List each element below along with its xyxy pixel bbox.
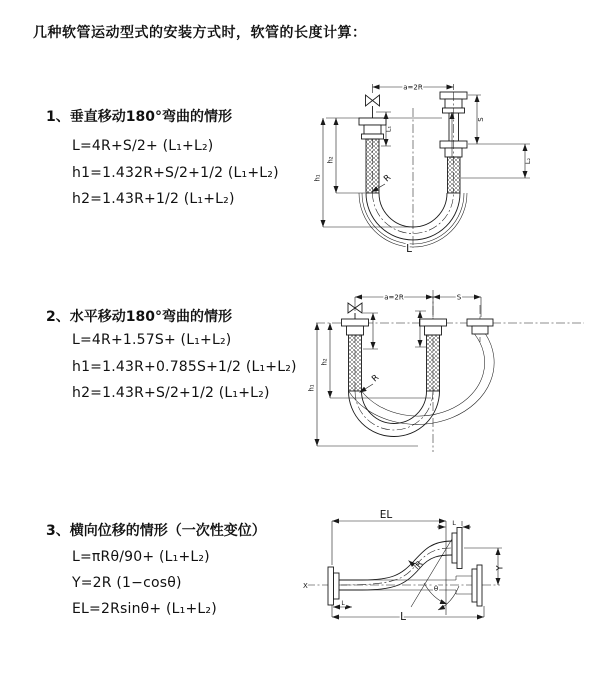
- d3-theta-label: θ: [433, 585, 439, 593]
- d1-dim-a2r-label: a=2R: [403, 83, 423, 92]
- d3-l-bottom-label: L: [400, 611, 406, 623]
- d1-dimension-h2: [327, 118, 366, 193]
- d3-original-position-pipe: [362, 565, 482, 606]
- d1-l1-label: L₁: [384, 125, 393, 133]
- d2-middle-braided-hose: [427, 335, 440, 391]
- section-2-heading: 2、水平移动180°弯曲的情形: [46, 309, 232, 325]
- d2-r-label: R: [370, 372, 382, 385]
- d3-angle-annotation: [424, 583, 459, 610]
- section-3-formula-EL: EL=2Rsinθ+ (L₁+L₂): [72, 601, 217, 617]
- d3-x-mark: X: [303, 582, 308, 590]
- d2-middle-pipe-assembly: [420, 319, 447, 391]
- d2-dimension-h2: [321, 323, 432, 398]
- section-3-heading: 3、横向位移的情形（一次性变位）: [46, 523, 266, 539]
- d2-dim-s-label: S: [456, 293, 462, 302]
- d3-dimension-y: [464, 548, 506, 585]
- d2-left-braided-hose: [349, 335, 362, 391]
- page-title: 几种软管运动型式的安装方式时，软管的长度计算：: [33, 25, 367, 41]
- d2-dimension-s: [433, 294, 481, 302]
- d3-r-label: R: [413, 559, 426, 571]
- d1-l2-label: L₂: [524, 157, 532, 165]
- d3-y-label: Y: [495, 565, 506, 571]
- diagram-lateral-displacement: [303, 509, 506, 623]
- d3-dimension-l-bottom: [332, 605, 484, 623]
- section-1-formula-h2: h2=1.43R+1/2 (L₁+L₂): [72, 191, 235, 207]
- d2-h2-label: h₂: [320, 358, 329, 366]
- d2-radius-callout: [360, 373, 382, 393]
- d2-moved-hose-inner: [362, 334, 485, 416]
- section-1-formula-L: L=4R+S/2+ (L₁+L₂): [72, 138, 214, 154]
- d1-valve-icon: [366, 95, 380, 118]
- d2-left-pipe-assembly: [342, 319, 369, 391]
- d3-dimension-l-left: [333, 600, 352, 607]
- d2-moved-hose-outer: [349, 334, 495, 424]
- d3-el-label: EL: [379, 509, 393, 521]
- d1-left-pipe-assembly: [359, 118, 386, 193]
- d1-h2-label: h₂: [326, 156, 335, 164]
- d1-h1-label: h₁: [313, 174, 322, 182]
- section-1-formula-h1: h1=1.432R+S/2+1/2 (L₁+L₂): [72, 165, 279, 181]
- d3-top-flange: [452, 528, 462, 569]
- d2-dimension-h1: [308, 323, 419, 446]
- d1-dimension-s: [468, 95, 530, 144]
- section-2-formula-h1: h1=1.43R+0.785S+1/2 (L₁+L₂): [72, 359, 297, 375]
- section-3-formula-L: L=πRθ/90+ (L₁+L₂): [72, 549, 210, 565]
- section-1-heading: 1、垂直移动180°弯曲的情形: [46, 109, 232, 125]
- diagram-vertical-180-bend: [314, 84, 533, 256]
- d3-l-top-label: L: [452, 519, 456, 527]
- d3-l-left-label: L: [341, 600, 345, 607]
- section-3-formula-Y: Y=2R (1−cosθ): [72, 575, 182, 591]
- d3-left-flange: [328, 567, 362, 605]
- d2-dim-a2r-label: a=2R: [384, 293, 404, 302]
- diagram-horizontal-180-bend: [308, 290, 585, 452]
- d1-length-label: L: [406, 243, 412, 255]
- d3-displaced-hose: [341, 541, 452, 590]
- d1-s-label: S: [477, 117, 485, 122]
- d2-fitting-length-dims: [363, 311, 426, 349]
- d3-dimension-el: [332, 509, 446, 565]
- d3-dimension-l-top: [437, 519, 471, 527]
- d1-dimension-l2: [461, 144, 532, 178]
- d2-h1-label: h₁: [307, 384, 316, 392]
- section-2-formula-h2: h2=1.43R+S/2+1/2 (L₁+L₂): [72, 385, 270, 401]
- section-2-formula-L: L=4R+1.57S+ (L₁+L₂): [72, 332, 232, 348]
- d1-r-label: R: [382, 172, 394, 185]
